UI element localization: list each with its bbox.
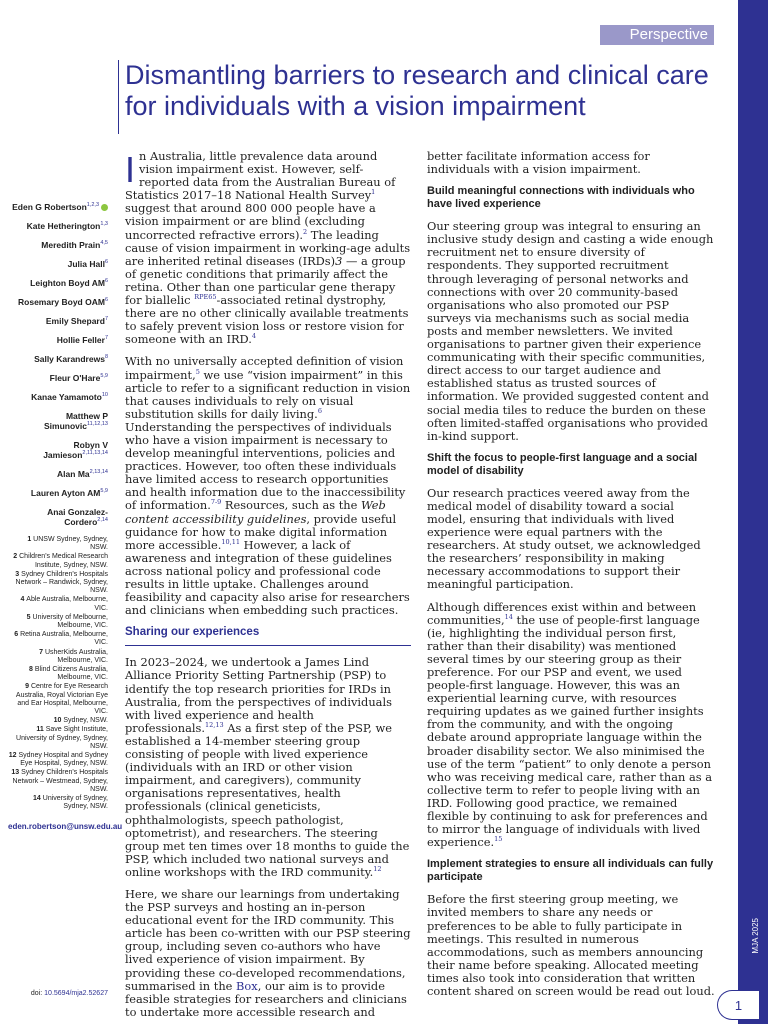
affiliation-text: Blind Citizens Australia, Melbourne, VIC. (34, 666, 108, 682)
author-affiliation-refs: 4,5 (100, 240, 108, 247)
author-affiliation-refs: 7 (104, 335, 108, 342)
affiliation-list (8, 536, 108, 812)
box-link[interactable]: Box (236, 978, 258, 993)
author-name-text: Matthew P Simunovic (44, 411, 108, 431)
affiliation (8, 726, 108, 751)
author-name (8, 297, 108, 307)
doi-label: doi: (30, 990, 43, 997)
text-run: n Australia, little prevalence data around vision impairment exist. However, self-reported data from the Australian Bureau of Statistics 2017–18 National Health Survey (125, 149, 396, 203)
author-name-text: Sally Karandrews (34, 354, 105, 364)
paragraph (125, 355, 411, 617)
paragraph (125, 656, 411, 879)
author-name (8, 221, 108, 231)
affiliation (8, 683, 108, 716)
reference-citation[interactable]: 5 (195, 367, 200, 376)
author-affiliation-refs: 1,2,3 (86, 202, 99, 209)
italic-text: Web content accessibility guidelines (125, 498, 386, 526)
reference-citation[interactable]: 7-9 (210, 498, 222, 507)
author-name (8, 469, 108, 479)
affiliation (8, 649, 108, 665)
author-affiliation-refs: 5,9 (100, 373, 108, 380)
author-name (8, 335, 108, 345)
paragraph: Before the first steering group meeting, we invited members to share any needs or preferences to be able to fully participate in meetings. This resulted in numerous accommodations, such as members announcing their name before speaking. Allocated meeting times also took into consideration that written content shared on screen would be read out loud. (427, 892, 715, 998)
text-run: Understanding the perspectives of individuals who have a vision impairment is necessary to develop meaningful interventions, policies and practices. However, too often these individuals have limited access to research opportunities and health information due to the inaccessibility of information. (125, 419, 406, 513)
affiliation-text: University of Sydney, Sydney, NSW. (42, 795, 108, 811)
author-name (8, 373, 108, 383)
author-name-text: Eden G Robertson (12, 202, 87, 212)
affiliation (8, 717, 108, 725)
text-run: the use of people-first language (ie, highlighting the individual person first, rather than their disability) was mentioned several times by our steering group as their preference. For our PSP and event, we used people-first language. However, this was an experiential learning curve, with resources requiring updates as we gained further insights from the community, and with the ongoing debate around appropriate language within the broader disability sector. We also minimised the use of the term “patient” to only denote a person who was receiving medical care, rather than as a collective term to refer to people living with an IRD. Following good practice, we remained flexible by continuing to ask for preferences and to mirror the language of individuals with lived experience. (427, 612, 713, 850)
author-name-text: Leighton Boyd AM (30, 278, 105, 288)
author-name (8, 354, 108, 364)
paragraph: Our steering group was integral to ensuring an inclusive study design and casting a wide enough recruitment net to ensure diversity of respondents. They supported recruitment through leveraging of personal networks and connections with over 20 community-based organisations who also promoted our PSP surveys via mechanisms such as social media posts and member newsletters. We invited organisations to partner given their experience communicating with their specific communities, direct access to our target audience and established status as trusted sources of information. We provided suggested content and social media tiles to reduce the burden on these often limited-staffed organisations who provided in-kind support. (427, 219, 714, 443)
author-name (8, 507, 108, 527)
author-name-text: Hollie Feller (56, 335, 105, 345)
reference-citation[interactable]: 12 (373, 865, 382, 874)
author-name (8, 259, 108, 269)
doi-line (8, 990, 108, 997)
affiliation-text: Sydney Hospital and Sydney Eye Hospital, Sydney, NSW. (18, 752, 108, 768)
affiliation-text: Centre for Eye Research Australia, Royal Victorian Eye and Ear Hospital, Melbourne, VIC. (15, 683, 108, 716)
author-name (8, 240, 108, 250)
author-sidebar (8, 202, 123, 832)
affiliation-text: UNSW Sydney, Sydney, NSW. (33, 536, 108, 552)
body-column-1 (125, 150, 411, 1028)
affiliation-number: 9 (25, 683, 31, 691)
author-name-text: Julia Hall (67, 259, 105, 269)
text-run: With no universally accepted definition of vision impairment, (125, 354, 404, 382)
text-run: we use “vision impairment” in this article to refer to a significant reduction in vision that causes individuals to rely on visual substitution skills for daily living. (125, 367, 411, 421)
corresponding-email[interactable]: eden.robertson@unsw.edu.au (8, 821, 123, 831)
affiliation (8, 769, 108, 794)
affiliation-number: 7 (39, 648, 45, 656)
reference-citation[interactable]: 6 (317, 406, 322, 415)
author-affiliation-refs: 6 (104, 297, 108, 304)
affiliation-number: 14 (33, 795, 43, 803)
author-affiliation-refs: 6 (104, 259, 108, 266)
reference-citation[interactable]: 15 (494, 835, 503, 844)
author-affiliation-refs: 6 (104, 278, 108, 285)
author-name (8, 392, 108, 402)
reference-citation[interactable]: 12,13 (204, 721, 224, 730)
author-name-text: Meredith Prain (41, 240, 101, 250)
author-affiliation-refs: 8 (104, 354, 108, 361)
author-name-text: Rosemary Boyd OAM (18, 297, 105, 307)
reference-citation[interactable]: 1 (371, 188, 376, 197)
affiliation (8, 666, 108, 682)
text-run: However, a lack of awareness and integration of these guidelines across national policy and professional code results in little uptake. Challenges around feasibility and capacity also arise for researchers and clinicians when embedding such practices. (125, 537, 410, 618)
author-affiliation-refs: 11,12,13 (86, 421, 108, 428)
drop-cap: I (125, 149, 136, 190)
reference-citation[interactable]: 10,11 (221, 537, 240, 546)
author-name (8, 202, 108, 212)
paragraph (427, 601, 715, 850)
paragraph: Our research practices veered away from the medical model of disability toward a social model, ensuring that individuals with lived experience were equal partners with the researchers. At study outset, we acknowledged the researchers’ responsibility in making necessary accommodations to support their meaningful participation. (427, 485, 701, 592)
affiliation-text: University of Melbourne, Melbourne, VIC. (32, 613, 108, 630)
paragraph: better facilitate information access for individuals with a vision impairment. (427, 149, 650, 177)
author-name-text: Kanae Yamamoto (31, 392, 102, 402)
author-name (8, 411, 108, 431)
author-affiliation-refs: 2,11,13,14 (82, 450, 108, 457)
affiliation-number: 3 (15, 570, 22, 578)
affiliation (8, 631, 108, 647)
author-name (8, 316, 108, 326)
text-run: , provide useful guidance for how to make digital information more accessible. (125, 511, 397, 552)
affiliation-number: 1 (27, 536, 34, 543)
paragraph (125, 888, 411, 1019)
section-heading: Build meaningful connections with individuals who have lived experience (427, 185, 695, 211)
affiliation (8, 614, 108, 630)
author-name-text: Emily Shepard (45, 316, 105, 326)
reference-citation[interactable]: 14 (504, 612, 513, 621)
affiliation (8, 536, 108, 552)
title-rule (118, 60, 119, 134)
text-run: , our aim is to provide feasible strategies for researchers and clinicians to undertake more accessible research and (125, 978, 407, 1019)
author-affiliation-refs: 5,9 (100, 488, 108, 495)
author-name-text: Alan Ma (57, 469, 90, 479)
body-column-2 (427, 150, 715, 1007)
affiliation-text: UsherKids Australia, Melbourne, VIC. (44, 648, 108, 664)
affiliation-number: 4 (20, 596, 27, 604)
text-run: -associated retinal dystrophy, there are no other clinically available treatments to safely prevent vision loss or restore vision for someone with an IRD. (125, 293, 409, 347)
reference-citation[interactable]: RPE65 (194, 293, 217, 302)
text-run: suggest that around 800 000 people have a vision impairment or are blind (excluding uncorrected refractive errors). (125, 201, 376, 242)
italic-text: 3 (335, 253, 343, 268)
affiliation-number: 11 (36, 726, 46, 734)
text-run: Resources, such as the (221, 498, 361, 513)
journal-mark: MJA 2025 (751, 918, 760, 954)
affiliation-number: 13 (11, 769, 22, 777)
affiliation (8, 571, 108, 596)
author-name (8, 278, 108, 288)
affiliation-number: 10 (53, 717, 64, 725)
doi-link[interactable]: 10.5694/mja2.52627 (44, 990, 108, 997)
author-name (8, 440, 108, 460)
author-affiliation-refs: 2,14 (97, 517, 108, 524)
text-run: Here, we share our learnings from undertaking the PSP surveys and hosting an in-person educational event for the IRD community. This article has been co-written with our PSP steering group, including seven co-authors who have lived experience of vision impairment. By providing these co-developed recommendations, summarised in the (125, 886, 411, 993)
affiliation-text: Sydney Children's Hospitals Network – Randwick, Sydney, NSW. (15, 570, 108, 595)
section-heading: Sharing our experiences (125, 626, 411, 646)
page-number: 1 (717, 990, 759, 1020)
section-heading: Shift the focus to people-first language and a social model of disability (427, 451, 698, 477)
author-name (8, 488, 108, 498)
affiliation-number: 2 (13, 553, 20, 561)
text-run: In 2023–2024, we undertook a James Lind Alliance Priority Setting Partnership (PSP) to identify the top research priorities for IRDs in Australia, from the perspectives of individuals with lived experience and health professionals. (125, 655, 392, 735)
right-edge-bar (738, 0, 768, 1024)
section-heading: Implement strategies to ensure all individuals can fully participate (427, 858, 714, 884)
text-run: As a first step of the PSP, we established a 14-member steering group consisting of people with lived experience (individuals with an IRD or other vision impairment, and caregivers), community organisations representatives, health professionals (clinical geneticists, ophthalmologists, speech pathologist, optometrist), and researchers. The steering group met ten times over 18 months to guide the PSP, which included two national surveys and online workshops with the IRD community. (125, 720, 410, 879)
affiliation (8, 752, 108, 768)
author-name-text: Lauren Ayton AM (30, 488, 101, 498)
author-name-text: Kate Hetherington (26, 221, 101, 231)
affiliation-number: 12 (8, 752, 19, 760)
author-affiliation-refs: 10 (101, 392, 108, 399)
section-tag: Perspective (600, 25, 714, 45)
text-run: Although differences exist within and between communities, (427, 599, 697, 627)
affiliation-text: Children's Medical Research Institute, Sydney, NSW. (19, 553, 108, 569)
reference-citation[interactable]: 4 (251, 332, 257, 341)
affiliation-text: Sydney, NSW. (63, 717, 108, 725)
author-affiliation-refs: 7 (104, 316, 108, 323)
affiliation-number: 5 (26, 613, 33, 621)
text-run: The leading cause of vision impairment in working-age adults are inherited retinal diseases (IRDs) (125, 227, 411, 268)
author-list (8, 202, 108, 527)
affiliation (8, 596, 108, 612)
affiliation-text: Retina Australia, Melbourne, VIC. (20, 631, 108, 647)
author-name-text: Robyn V Jamieson (43, 440, 108, 460)
affiliation-number: 8 (29, 666, 35, 674)
author-name-text: Fleur O'Hare (49, 373, 101, 383)
author-affiliation-refs: 1,3 (100, 221, 108, 228)
author-affiliation-refs: 2,13,14 (89, 469, 108, 476)
reference-citation[interactable]: 2 (303, 227, 308, 236)
affiliation (8, 795, 108, 811)
text-run: — a group of genetic conditions that primarily affect the retina. Other than one particular gene therapy for biallelic (125, 253, 406, 308)
author-name-text: Anai Gonzalez-Cordero (47, 507, 108, 527)
affiliation-text: Able Australia, Melbourne, VIC. (26, 596, 108, 612)
affiliation (8, 553, 108, 569)
affiliation-text: Save Sight Institute, University of Sydney, Sydney, NSW. (16, 726, 108, 750)
affiliation-number: 6 (14, 631, 21, 639)
paragraph (125, 150, 411, 346)
affiliation-text: Sydney Children's Hospitals Network – Westmead, Sydney, NSW. (12, 769, 108, 793)
article-title: Dismantling barriers to research and clinical care for individuals with a vision impairment (125, 60, 709, 121)
orcid-icon[interactable] (101, 204, 108, 211)
